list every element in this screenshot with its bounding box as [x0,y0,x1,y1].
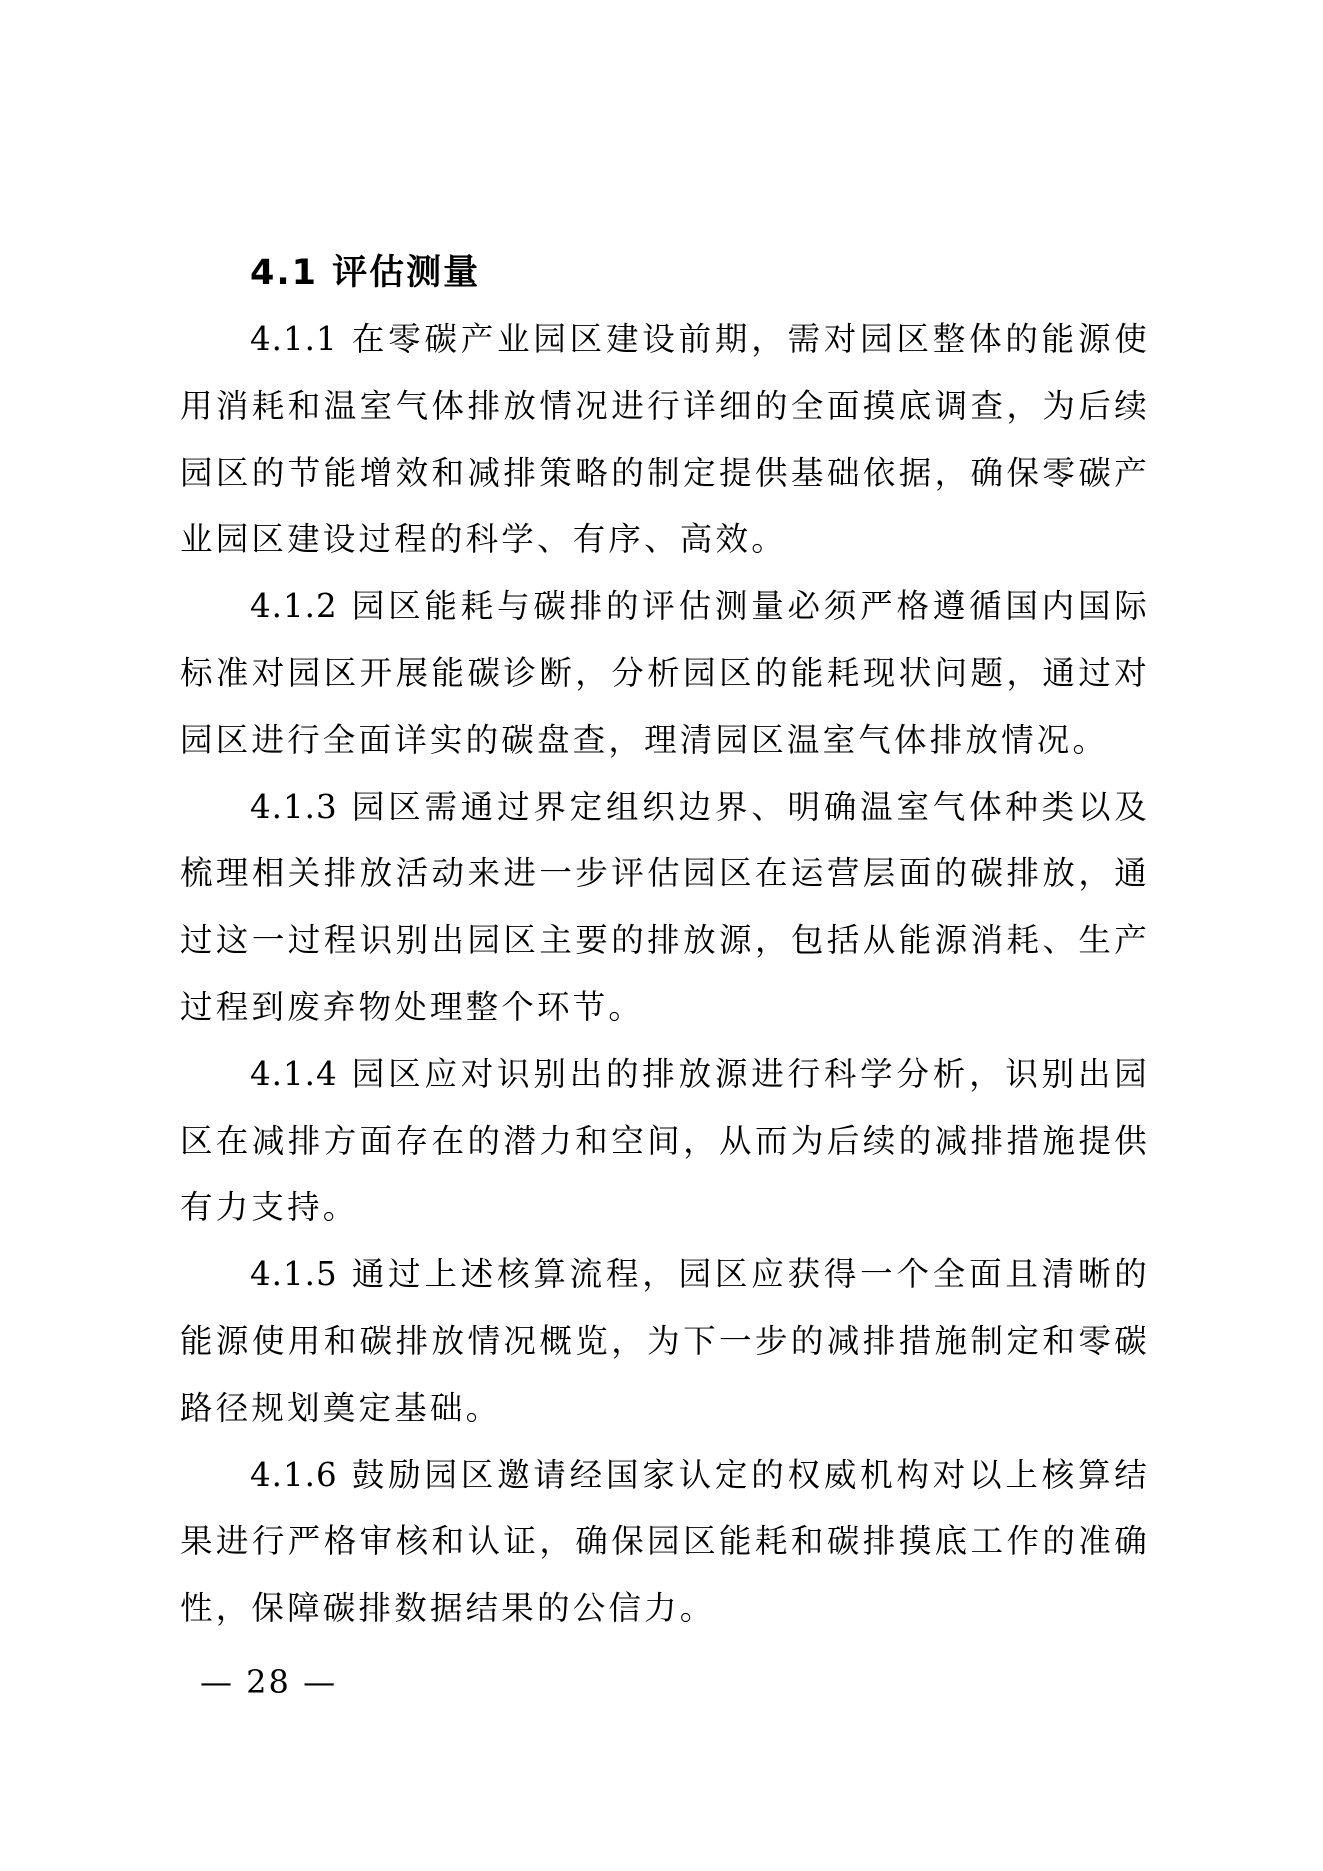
paragraph-4-1-5 [180,1241,1150,1441]
paragraph-4-1-6 [180,1442,1150,1642]
paragraph-4-1-4 [180,1041,1150,1241]
paragraph-4-1-3 [180,774,1150,1041]
clause-number: 4.1.2 [250,587,338,626]
clause-text: 鼓励园区邀请经国家认定的权威机构对以上核算结果进行严格审核和认证，确保园区能耗和碳排摸底工作的准确性，保障碳排数据结果的公信力。 [180,1455,1150,1628]
clause-text: 在零碳产业园区建设前期，需对园区整体的能源使用消耗和温室气体排放情况进行详细的全面摸底调查，为后续园区的节能增效和减排策略的制定提供基础依据，确保零碳产业园区建设过程的科学、有序、高效。 [180,320,1150,559]
paragraph-4-1-1 [180,306,1150,573]
clause-text: 园区能耗与碳排的评估测量必须严格遵循国内国际标准对园区开展能碳诊断，分析园区的能耗现状问题，通过对园区进行全面详实的碳盘查，理清园区温室气体排放情况。 [180,587,1150,759]
clause-text: 通过上述核算流程，园区应获得一个全面且清晰的能源使用和碳排放情况概览，为下一步的减排措施制定和零碳路径规划奠定基础。 [180,1255,1150,1427]
clause-number: 4.1.6 [250,1455,338,1494]
clause-number: 4.1.5 [250,1255,338,1294]
clause-text: 园区需通过界定组织边界、明确温室气体种类以及梳理相关排放活动来进一步评估园区在运营层面的碳排放，通过这一过程识别出园区主要的排放源，包括从能源消耗、生产过程到废弃物处理整个环节。 [180,787,1150,1026]
page-content [180,240,1150,1642]
clause-number: 4.1.3 [250,787,338,826]
clause-number: 4.1.4 [250,1054,338,1093]
section-heading: 4.1 评估测量 [250,253,481,293]
clause-number: 4.1.1 [250,320,338,358]
paragraph-4-1-2 [180,573,1150,773]
clause-text: 园区应对识别出的排放源进行科学分析，识别出园区在减排方面存在的潜力和空间，从而为后续的减排措施提供有力支持。 [180,1054,1150,1227]
page-number: — 28 — [200,1663,338,1701]
